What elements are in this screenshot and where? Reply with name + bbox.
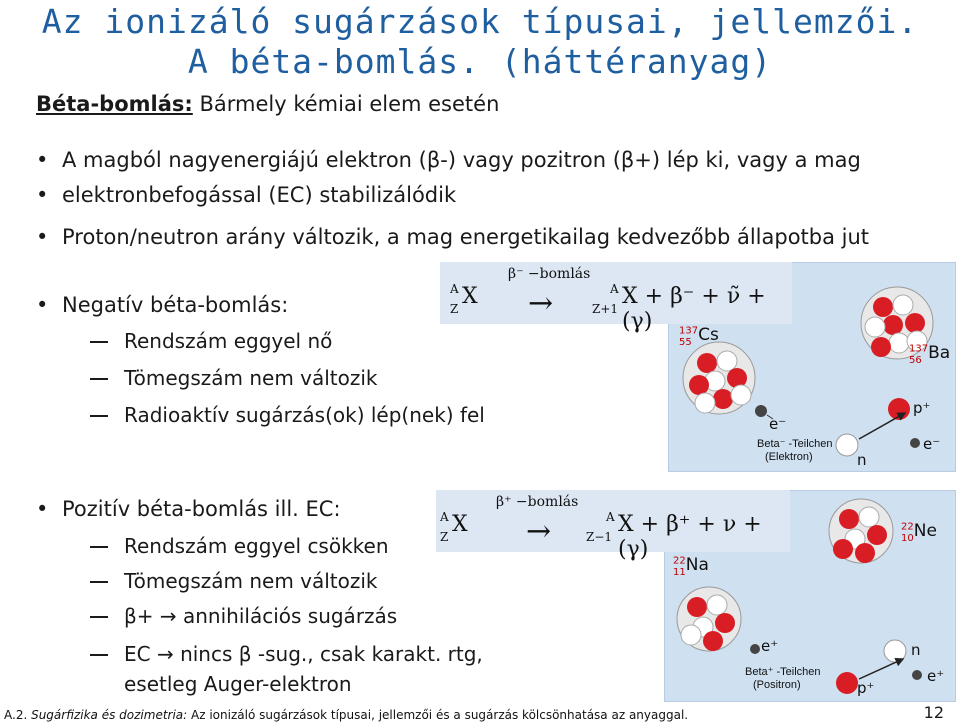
title-line-2: A béta-bomlás. (háttéranyag) (187, 42, 773, 81)
lhs-x-plus: X (452, 512, 468, 537)
lhs-z-minus: Z (450, 302, 459, 316)
caption-plus-2: (Positron) (753, 679, 801, 691)
footer-italic: Sugárfizika és dozimetria: (31, 708, 188, 722)
na-z: 11 (673, 567, 686, 578)
e2-plus-label: e⁺ (927, 667, 945, 685)
subtitle-bold: Béta-bomlás: (36, 92, 193, 116)
positive-sub-2: Tömegszám nem változik (124, 565, 378, 597)
positive-sub-1: Rendszám eggyel csökken (124, 530, 389, 562)
ba-z: 56 (909, 355, 922, 366)
bullet-proton-neutron: • Proton/neutron arány változik, a mag energetikailag kedvezőbb állapotba jut (62, 220, 869, 255)
rhs-z-plus: Z−1 (586, 530, 613, 544)
arrow-minus: → (528, 286, 554, 321)
page-number: 12 (923, 703, 944, 722)
cs-nucleus-icon (683, 342, 755, 414)
neutron-icon (836, 434, 858, 456)
bullet-negative-beta: • Negatív béta-bomlás: (62, 288, 288, 323)
arrow-label-plus: β⁺ −bomlás (496, 494, 579, 510)
beta-plus-formula (436, 490, 790, 562)
ba-label: $^{137}$Ba (909, 343, 951, 363)
rhs-minus: X + β⁻ + ν̃ + (γ) (622, 284, 766, 334)
positron-icon (750, 644, 760, 654)
e-plus-label: e⁺ (761, 637, 779, 655)
cs-z: 55 (679, 337, 692, 348)
lhs-z-plus: Z (440, 530, 449, 544)
proton-icon (836, 672, 858, 694)
cs-label: $^{137}$Cs (679, 325, 719, 345)
slide-title (0, 2, 960, 82)
negative-sub-2: Tömegszám nem változik (124, 362, 378, 394)
rhs-a-plus: A (606, 510, 615, 524)
p-plus-label: p⁺ (913, 399, 931, 417)
caption-plus-1: Beta⁺ -Teilchen (745, 666, 821, 678)
bullet-beta-emission-line1: • A magból nagyenergiájú elektron (β-) vagy pozitron (β+) lép ki, vagy a mag (62, 143, 861, 178)
positron-2-icon (912, 670, 922, 680)
positive-sub-5: esetleg Auger-elektron (124, 672, 352, 696)
ne-label: $^{22}$Ne (901, 521, 937, 541)
bullet-beta-emission-line2: • elektronbefogással (EC) stabilizálódik (62, 178, 456, 213)
e-minus-label: e⁻ (769, 415, 787, 433)
e2-label: e⁻ (923, 435, 941, 453)
footer (4, 708, 688, 722)
rhs-z-minus: Z+1 (592, 302, 619, 316)
p-plus-label-2: p⁺ (857, 679, 875, 697)
electron-icon (755, 405, 767, 417)
subtitle (36, 92, 499, 116)
subtitle-rest: Bármely kémiai elem esetén (192, 92, 500, 116)
positive-sub-3: β+ → annihilációs sugárzás (124, 600, 397, 632)
ne-nucleus-icon (829, 499, 893, 563)
electron-2-icon (910, 438, 920, 448)
na-label: $^{22}$Na (673, 555, 709, 575)
n-label: n (857, 451, 867, 469)
caption-1: Beta⁻ -Teilchen (757, 438, 833, 450)
footer-rest: Az ionizáló sugárzások típusai, jellemzői és a sugárzás kölcsönhatása az anyaggal. (187, 708, 689, 722)
rhs-a-minus: A (610, 282, 619, 296)
arrow-plus: → (526, 514, 552, 549)
rhs-plus: X + β⁺ + ν + (γ) (618, 512, 762, 562)
footer-prefix: A.2. (4, 708, 32, 722)
lhs-a-minus: A (450, 282, 459, 296)
lhs-x-minus: X (462, 284, 478, 309)
negative-sub-3: Radioaktív sugárzás(ok) lép(nek) fel (124, 399, 485, 431)
arrow-label-minus: β⁻ −bomlás (508, 266, 591, 282)
ne-z: 10 (901, 533, 914, 544)
negative-sub-1: Rendszám eggyel nő (124, 325, 332, 357)
n-label-plus: n (911, 641, 921, 659)
bullet-positive-beta: • Pozitív béta-bomlás ill. EC: (62, 492, 341, 527)
title-line-1: Az ionizáló sugárzások típusai, jellemzői. (41, 2, 919, 41)
beta-minus-formula (440, 262, 792, 334)
caption-2: (Elektron) (765, 451, 813, 463)
lhs-a-plus: A (440, 510, 449, 524)
positive-sub-4: EC → nincs β -sug., csak karakt. rtg, (124, 638, 483, 670)
na-nucleus-icon (677, 587, 741, 651)
